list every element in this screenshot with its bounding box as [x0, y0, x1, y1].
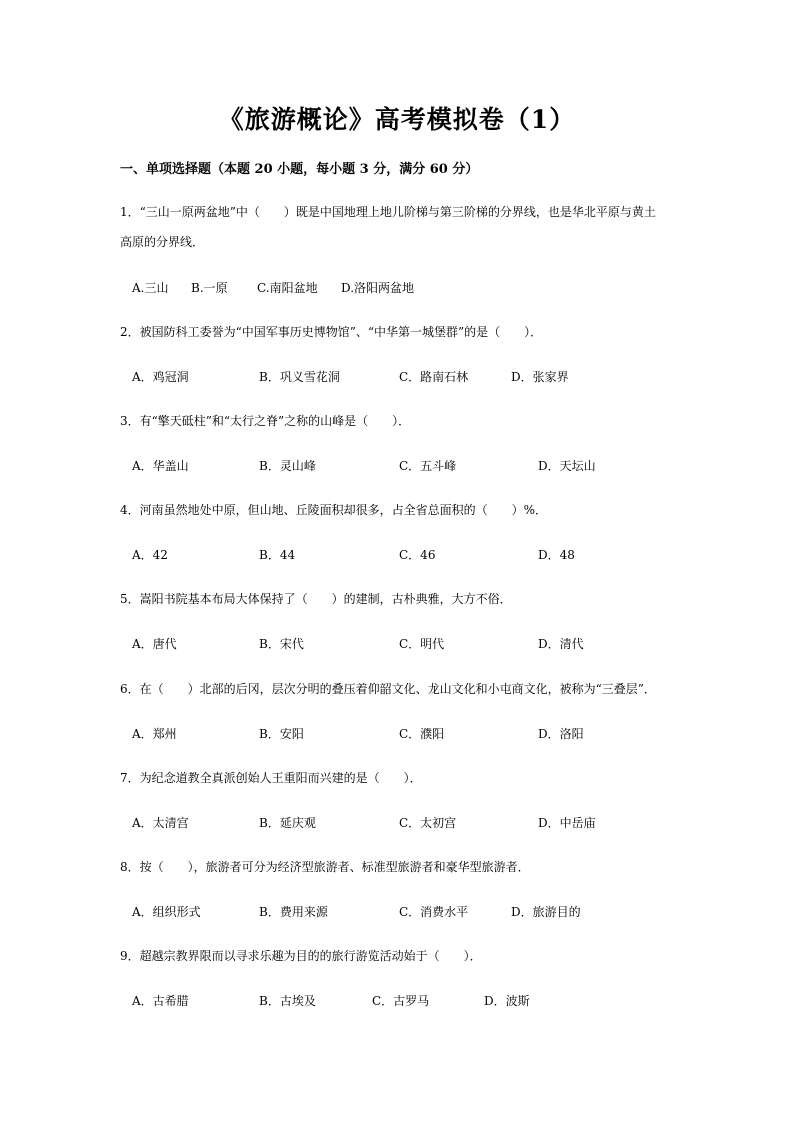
option-b: B.一原	[191, 281, 228, 295]
option-a: A.三山	[132, 281, 169, 295]
option-c: C．路南石林	[399, 370, 469, 384]
question-stem: 5．嵩阳书院基本布局大体保持了（ ）的建制，古朴典雅，大方不俗．	[120, 592, 512, 606]
option-c: C．古罗马	[372, 994, 430, 1008]
option-c: C．五斗峰	[399, 459, 457, 473]
option-d: D．中岳庙	[538, 816, 596, 830]
option-b: B．安阳	[259, 727, 304, 741]
option-c: C.南阳盆地	[257, 281, 318, 295]
option-a: A．鸡冠洞	[132, 370, 189, 384]
option-b: B．灵山峰	[259, 459, 316, 473]
option-d: D．洛阳	[538, 727, 584, 741]
option-d: D．波斯	[484, 994, 530, 1008]
option-d: D．天坛山	[538, 459, 596, 473]
option-c: C．太初宫	[399, 816, 457, 830]
option-b: B．44	[259, 548, 296, 562]
option-d: D.洛阳两盆地	[341, 281, 415, 295]
option-a: A．组织形式	[132, 905, 201, 919]
option-b: B．延庆观	[259, 816, 316, 830]
page-title: 《旅游概论》高考模拟卷（1）	[218, 105, 576, 134]
option-a: A．42	[132, 548, 168, 562]
option-a: A．太清宫	[132, 816, 189, 830]
question-stem: 7．为纪念道教全真派创始人王重阳而兴建的是（ ）．	[120, 771, 422, 785]
option-b: B．宋代	[259, 637, 304, 651]
question-stem: 8．按（ ），旅游者可分为经济型旅游者、标准型旅游者和豪华型旅游者．	[120, 860, 530, 874]
option-d: D．48	[538, 548, 575, 562]
option-a: A．华盖山	[132, 459, 189, 473]
option-b: B．古埃及	[259, 994, 316, 1008]
option-a: A．郑州	[132, 727, 177, 741]
option-d: D．旅游目的	[511, 905, 581, 919]
question-stem: 1．“三山一原两盆地”中（ ）既是中国地理上地儿阶梯与第三阶梯的分界线，也是华北平原与黄土	[120, 205, 656, 219]
question-stem: 9．超越宗教界限而以寻求乐趣为目的的旅行游览活动始于（ ）．	[120, 949, 482, 963]
option-c: C．濮阳	[399, 727, 445, 741]
section-heading: 一、单项选择题（本题 20 小题，每小题 3 分，满分 60 分）	[120, 162, 479, 177]
option-a: A．古希腊	[132, 994, 189, 1008]
option-a: A．唐代	[132, 637, 177, 651]
question-stem: 6．在（ ）北部的后冈，层次分明的叠压着仰韶文化、龙山文化和小屯商文化，被称为“三叠层”．	[120, 682, 656, 696]
option-d: D．张家界	[511, 370, 569, 384]
option-b: B．费用来源	[259, 905, 328, 919]
question-stem: 高原的分界线．	[120, 235, 205, 249]
option-c: C．明代	[399, 637, 445, 651]
option-d: D．清代	[538, 637, 584, 651]
option-c: C．46	[399, 548, 436, 562]
question-stem: 4．河南虽然地处中原，但山地、丘陵面积却很多，占全省总面积的（ ）%．	[120, 503, 548, 517]
question-stem: 2．被国防科工委誉为“中国军事历史博物馆”、“中华第一城堡群”的是（ ）．	[120, 325, 543, 339]
question-stem: 3．有“擎天砥柱”和“太行之脊”之称的山峰是（ ）．	[120, 414, 411, 428]
option-b: B．巩义雪花洞	[259, 370, 340, 384]
option-c: C．消费水平	[399, 905, 469, 919]
